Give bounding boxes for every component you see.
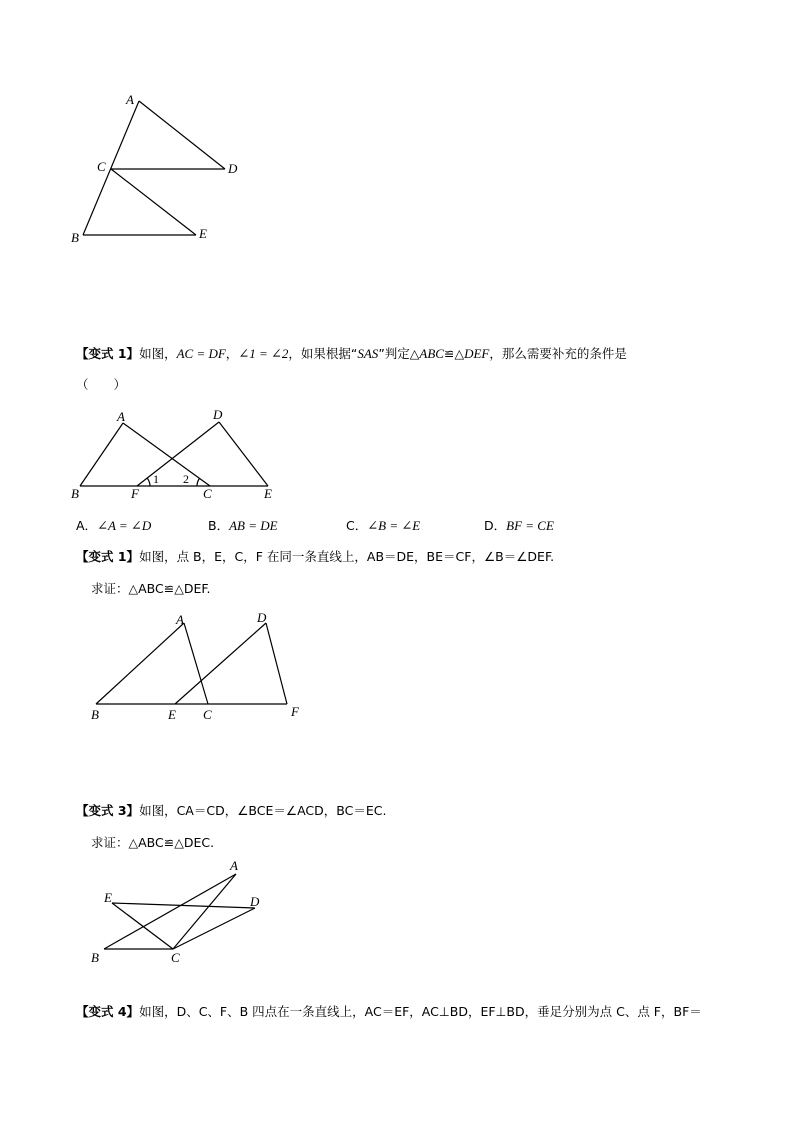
label-d: D [228,161,238,176]
problem1-tag: 【变式 1】 [76,346,140,361]
option-d[interactable]: D．BF = CE [484,518,554,533]
segment-cd [173,908,255,949]
label-b: B [91,707,99,722]
label-f: F [291,704,299,719]
problem4-tag: 【变式 4】 [76,1004,140,1019]
option-a[interactable]: A．∠A = ∠D [76,518,152,533]
label-e: E [199,226,207,241]
label-e: E [104,890,112,905]
label-f: F [131,486,139,501]
segment-ca [173,874,236,949]
option-b[interactable]: B．AB = DE [208,518,278,533]
label-e: E [264,486,272,501]
label-d: D [257,610,267,625]
option-c[interactable]: C．∠B = ∠E [346,518,421,533]
label-d: D [213,407,223,422]
label-a: A [117,409,125,424]
problem3-tag: 【变式 3】 [76,803,140,818]
label-b: B [91,950,99,965]
problem1-answer-blank: （ ） [76,377,127,392]
problem4-statement: 【变式 4】如图，D、C、F、B 四点在一条直线上，AC＝EF，AC⊥BD，EF⊥BD，垂足分别为点 C、点 F，BF＝ [76,1004,702,1019]
condition-angle: ∠1 = ∠2 [238,346,289,361]
label-a: A [176,612,184,627]
problem3-statement: 【变式 3】如图，CA＝CD，∠BCE＝∠ACD，BC＝EC. [76,803,387,818]
label-b: B [71,486,79,501]
problem2-proof: 求证：△ABC≌△DEF. [91,581,211,596]
label-a: A [126,92,134,107]
segment-ec [112,903,173,949]
label-b: B [71,230,79,245]
angle-1-label: 1 [153,472,159,486]
label-d: D [250,894,260,909]
label-c: C [171,950,180,965]
label-c: C [203,707,212,722]
condition-ac-df: AC = DF [176,346,226,361]
label-c: C [203,486,212,501]
label-e: E [168,707,176,722]
problem2-tag: 【变式 1】 [76,549,140,564]
problem2-statement: 【变式 1】如图，点 B，E，C，F 在同一条直线上，AB＝DE，BE＝CF，∠B＝∠DEF. [76,549,555,564]
problem3-proof: 求证：△ABC≌△DEC. [91,835,215,850]
problem1-statement: 【变式 1】如图，AC = DF，∠1 = ∠2，如果根据“SAS”判定△ABC≌△DEF，那么需要补充的条件是 [76,346,627,361]
label-c: C [97,159,106,174]
angle-2-label: 2 [183,472,189,486]
label-a: A [230,858,238,873]
